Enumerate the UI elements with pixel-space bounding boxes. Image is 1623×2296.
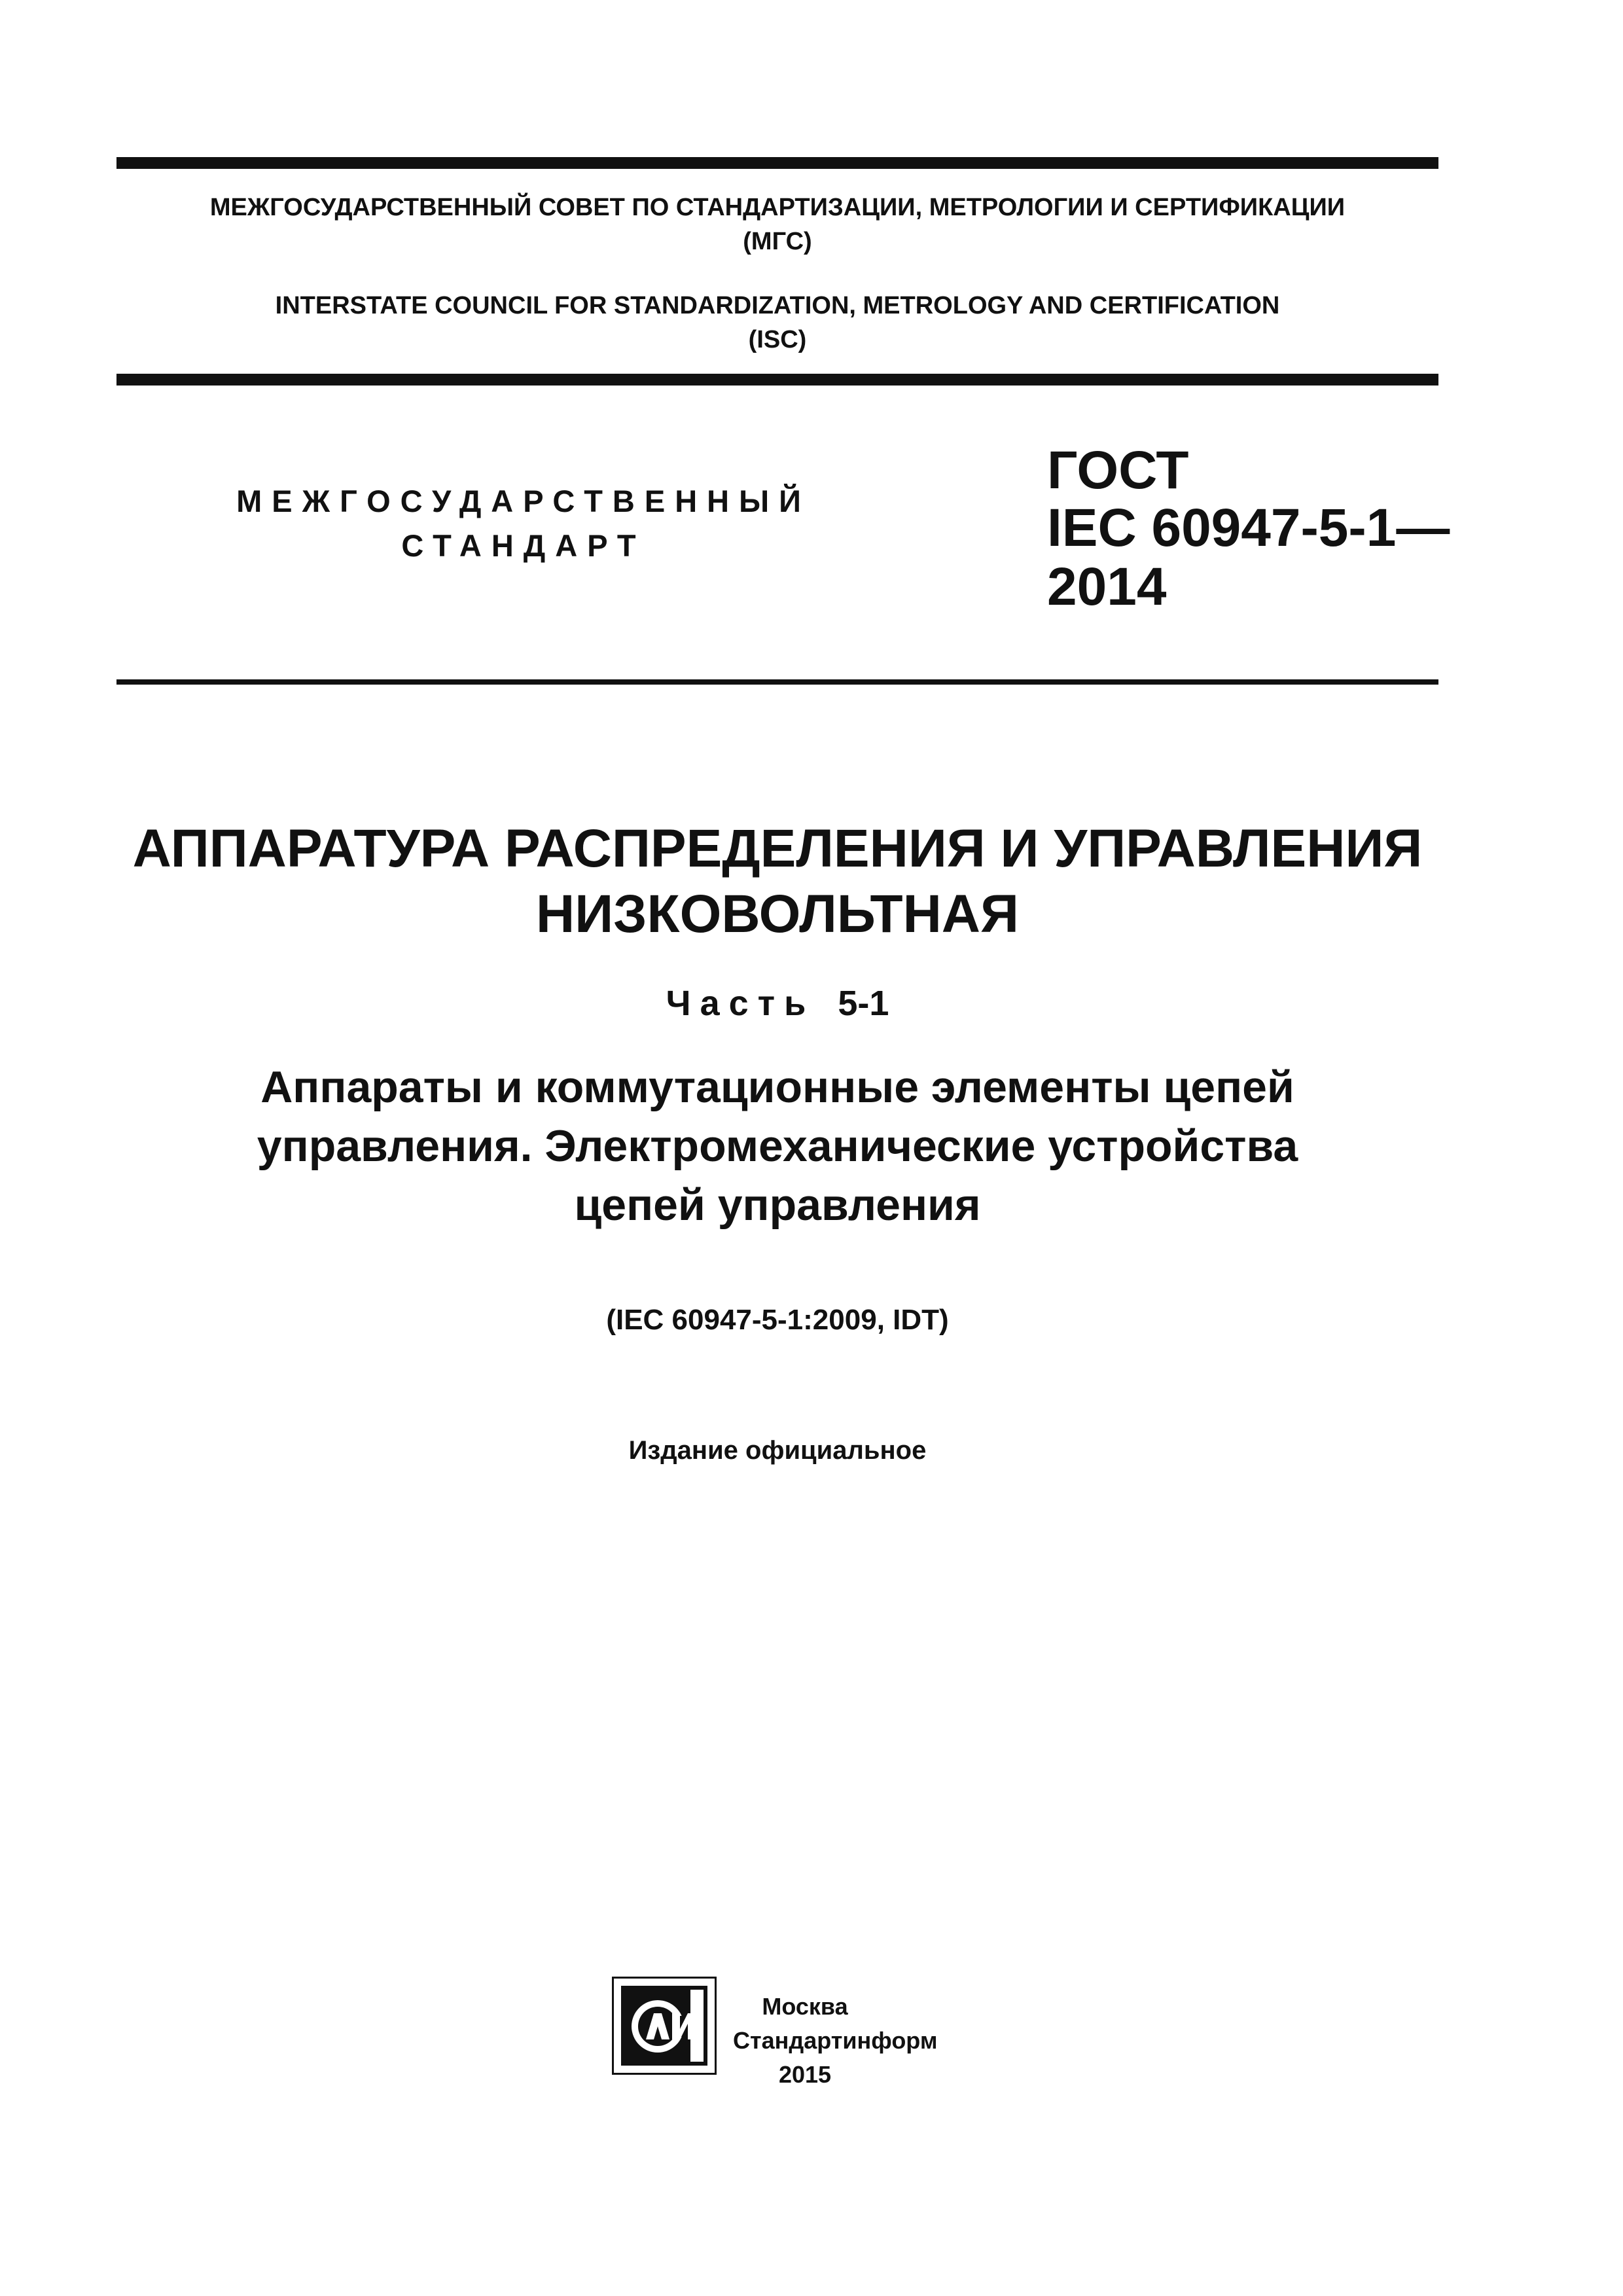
part-word: Часть	[666, 984, 815, 1023]
top-rule	[116, 157, 1438, 169]
subtitle-line1: Аппараты и коммутационные элементы цепей	[260, 1062, 1294, 1112]
designation-line3: 2014	[1047, 557, 1167, 617]
title-main-line2: НИЗКОВОЛЬТНАЯ	[536, 884, 1019, 944]
designation-line1: ГОСТ	[1047, 440, 1189, 500]
iec-reference: (IEC 60947-5-1:2009, IDT)	[606, 1304, 949, 1336]
title-main-line1: АППАРАТУРА РАСПРЕДЕЛЕНИЯ И УПРАВЛЕНИЯ	[132, 819, 1423, 878]
designation-line2: IEC 60947-5-1—	[1047, 498, 1450, 558]
subtitle-line3: цепей управления	[574, 1180, 981, 1230]
edition-label: Издание официальное	[628, 1436, 927, 1465]
council-ru-line2: (МГС)	[743, 228, 812, 255]
standard-type-line2: СТАНДАРТ	[401, 528, 646, 563]
council-en-line1: INTERSTATE COUNCIL FOR STANDARDIZATION, METROLOGY AND CERTIFICATION	[275, 292, 1280, 319]
publisher-city: Москва	[762, 1993, 848, 2020]
standartinform-logo-icon	[612, 1977, 717, 2075]
council-ru-line1: МЕЖГОСУДАРСТВЕННЫЙ СОВЕТ ПО СТАНДАРТИЗАЦИИ, МЕТРОЛОГИИ И СЕРТИФИКАЦИИ	[209, 194, 1346, 221]
publisher-year: 2015	[778, 2061, 832, 2088]
publisher-block	[733, 1990, 938, 2092]
part-number: 5-1	[838, 984, 889, 1023]
council-bottom-rule	[116, 374, 1438, 386]
part-label	[116, 983, 1438, 1024]
designation-bottom-rule	[116, 679, 1438, 685]
council-en-line2: (ISC)	[748, 326, 807, 353]
subtitle-line2: управления. Электромеханические устройства	[257, 1121, 1298, 1171]
publisher-name: Стандартинформ	[733, 2027, 938, 2054]
standard-type-line1: МЕЖГОСУДАРСТВЕННЫЙ	[236, 484, 811, 518]
